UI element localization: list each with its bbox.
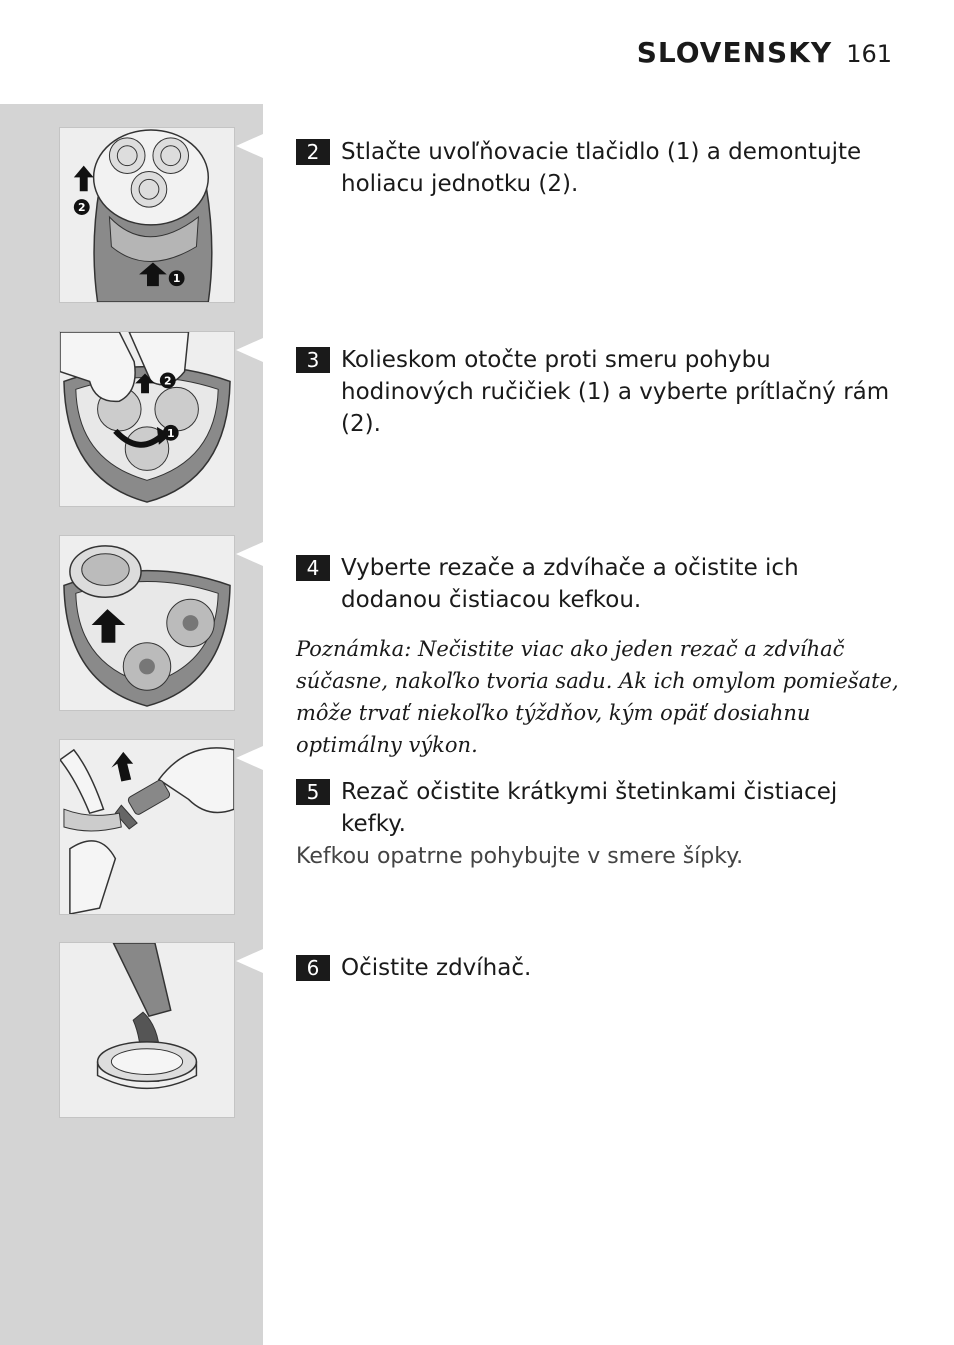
step-text: Rezač očistite krátkymi štetinkami čistiacej kefky. — [341, 779, 838, 837]
figure-remove-retaining-frame — [59, 331, 235, 507]
figure-pointer — [236, 746, 263, 770]
step-5 — [296, 776, 906, 840]
step-text: Očistite zdvíhač. — [341, 955, 532, 981]
callout-1-label: 1 — [166, 426, 175, 440]
step-text: Kolieskom otočte proti smeru pohybu hodinových ručičiek (1) a vyberte prítlačný rám (2). — [341, 347, 890, 437]
step-6 — [296, 952, 906, 984]
callout-2-label: 2 — [163, 374, 172, 388]
step-number-badge: 5 — [296, 779, 330, 805]
step-text: Stlačte uvoľňovacie tlačidlo (1) a demontujte holiacu jednotku (2). — [341, 139, 862, 197]
shaving-unit-open-illustration — [60, 536, 234, 710]
figure-pointer — [236, 338, 263, 362]
brush-guard-illustration — [60, 943, 234, 1117]
step-2 — [296, 136, 906, 200]
step-number-badge: 6 — [296, 955, 330, 981]
callout-1-label: 1 — [172, 272, 181, 286]
page-header — [637, 36, 892, 69]
figure-remove-cutters — [59, 535, 235, 711]
step-number-badge: 4 — [296, 555, 330, 581]
figure-clean-guard — [59, 942, 235, 1118]
page-number: 161 — [846, 40, 892, 68]
figure-clean-cutter — [59, 739, 235, 915]
shaving-unit-illustration — [60, 332, 234, 506]
step-number-badge: 2 — [296, 139, 330, 165]
step-number-badge: 3 — [296, 347, 330, 373]
figure-pointer — [236, 134, 263, 158]
figure-pointer — [236, 949, 263, 973]
shaver-illustration — [60, 128, 234, 302]
step-5-detail: Kefkou opatrne pohybujte v smere šípky. — [296, 844, 744, 869]
figure-pointer — [236, 542, 263, 566]
step-3 — [296, 344, 906, 440]
brush-cutter-illustration — [60, 740, 234, 914]
callout-2-label: 2 — [77, 201, 86, 215]
step-text: Vyberte rezače a zdvíhače a očistite ich dodanou čistiacou kefkou. — [341, 555, 799, 613]
figure-remove-shaving-unit — [59, 127, 235, 303]
note-text: Poznámka: Nečistite viac ako jeden rezač a zdvíhač súčasne, nakoľko tvoria sadu. Ak ich omylom pomiešate, môže trvať niekoľko týždňov, kým opäť dosiahnu optimálny výkon. — [296, 637, 899, 757]
step-4 — [296, 552, 906, 616]
section-language: SLOVENSKY — [636, 36, 833, 69]
